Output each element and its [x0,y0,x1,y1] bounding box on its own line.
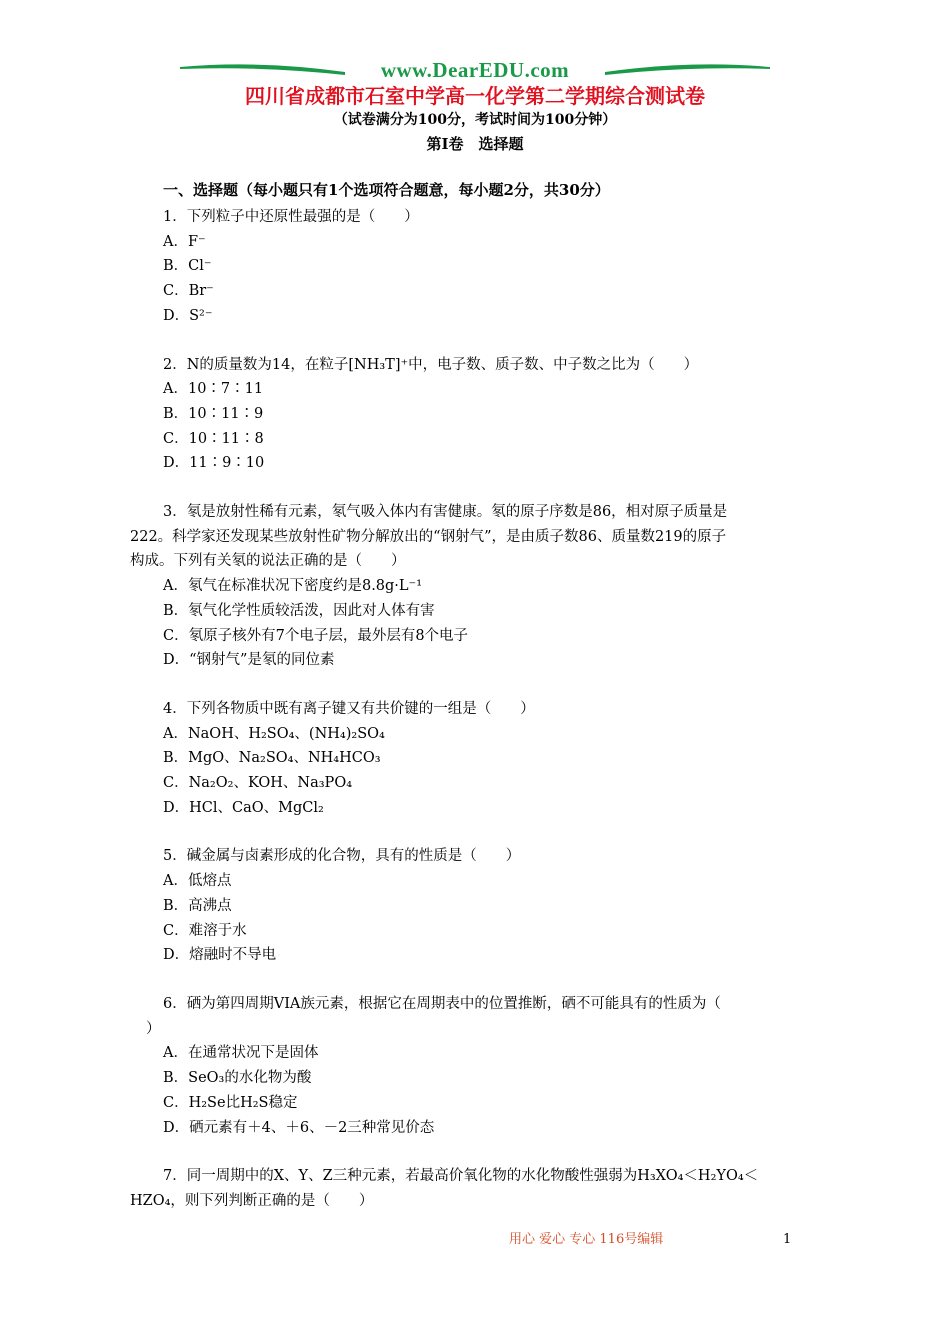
question-stem-line: 3．氡是放射性稀有元素，氡气吸入体内有害健康。氡的原子序数是86，相对原子质量是 [163,504,728,521]
page-number: 1 [783,1232,792,1247]
answer-option: D．S²⁻ [163,307,213,324]
answer-option: C．氡原子核外有7个电子层，最外层有8个电子 [163,627,469,644]
exam-info: （试卷满分为100分，考试时间为100分钟） [333,112,617,128]
answer-option: B．Cl⁻ [163,258,212,275]
page-title: 四川省成都市石室中学高一化学第二学期综合测试卷 [245,84,705,108]
answer-option: C．Na₂O₂、KOH、Na₃PO₄ [163,775,353,792]
answer-option: D．熔融时不导电 [163,947,277,964]
answer-option: A．在通常状况下是固体 [163,1045,319,1062]
question-stem-line: 7．同一周期中的X、Y、Z三种元素，若最高价氧化物的水化物酸性强弱为H₃XO₄＜H₂YO₄＜ [163,1168,759,1185]
part-heading: 一、选择题（每小题只有1个选项符合题意，每小题2分，共30分） [163,181,610,199]
question-3 [130,500,820,673]
question-7 [130,1164,820,1213]
footer-text: 用心 爱心 专心 116号编辑 [509,1232,664,1247]
question-stem-line: 222。科学家还发现某些放射性矿物分解放出的“钢射气”，是由质子数86、质量数219的原子 [130,528,727,545]
answer-option: A．F⁻ [163,233,206,250]
answer-option: D．HCl、CaO、MgCl₂ [163,799,324,816]
question-1 [130,205,820,329]
question-stem-line: 5．碱金属与卤素形成的化合物，具有的性质是（ ） [163,848,521,865]
answer-option: C．H₂Se比H₂S稳定 [163,1094,298,1111]
answer-option: B．10∶11∶9 [163,405,264,422]
question-stem-line: 2．N的质量数为14，在粒子[NH₃T]⁺中，电子数、质子数、中子数之比为（ ） [163,356,699,373]
answer-option: A．10∶7∶11 [163,381,264,398]
question-stem-line: 6．硒为第四周期VIA族元素，根据它在周期表中的位置推断，硒不可能具有的性质为（ [163,995,721,1012]
question-stem-line: 构成。下列有关氡的说法正确的是（ ） [130,553,406,570]
answer-option: B．氡气化学性质较活泼，因此对人体有害 [163,602,435,619]
answer-option: D．硒元素有＋4、＋6、－2三种常见价态 [163,1119,435,1136]
question-2 [130,353,820,477]
answer-option: A．氡气在标准状况下密度约是8.8g·L⁻¹ [163,578,423,595]
question-stem-line: 4．下列各物质中既有离子键又有共价键的一组是（ ） [163,700,535,717]
banner-url: www.DearEDU.com [380,58,570,82]
answer-option: B．MgO、Na₂SO₄、NH₄HCO₃ [163,750,381,767]
section-title: 第Ⅰ卷 选择题 [426,135,524,153]
question-stem-line: ） [146,1020,161,1037]
answer-option: C．Br⁻ [163,283,214,300]
question-4 [130,697,820,821]
question-5 [130,844,820,968]
question-6 [130,992,820,1140]
answer-option: C．难溶于水 [163,922,247,939]
answer-option: A．NaOH、H₂SO₄、(NH₄)₂SO₄ [163,725,385,742]
answer-option: C．10∶11∶8 [163,430,264,447]
question-list [130,205,820,1238]
answer-option: D．“钢射气”是氡的同位素 [163,652,335,669]
answer-option: B．高沸点 [163,897,232,914]
question-stem-line: HZO₄，则下列判断正确的是（ ） [130,1192,374,1209]
site-banner [180,58,770,84]
answer-option: D．11∶9∶10 [163,455,265,472]
question-stem-line: 1．下列粒子中还原性最强的是（ ） [163,209,419,225]
answer-option: B．SeO₃的水化物为酸 [163,1070,312,1087]
answer-option: A．低熔点 [163,873,232,890]
